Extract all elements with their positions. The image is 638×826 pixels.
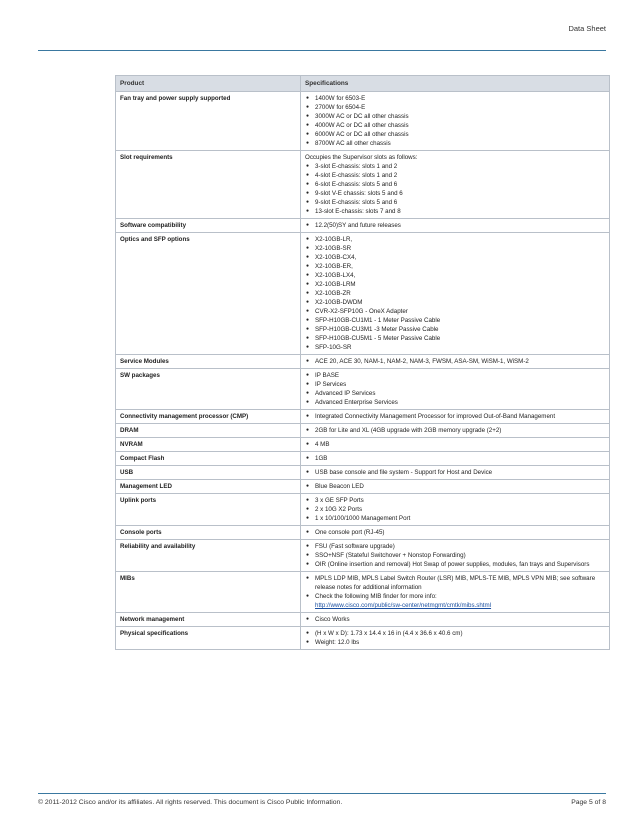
spec-item-text: X2-10GB-SR: [315, 245, 352, 252]
row-label: MIBs: [116, 572, 301, 613]
row-label: SW packages: [116, 369, 301, 410]
row-specifications: [301, 540, 610, 572]
spec-list: [305, 412, 605, 421]
spec-list: [305, 468, 605, 477]
spec-item-text: 4000W AC or DC all other chassis: [315, 122, 409, 129]
spec-item: [305, 514, 605, 523]
row-label: Fan tray and power supply supported: [116, 92, 301, 151]
spec-item-text: X2-10GB-ER,: [315, 263, 353, 270]
spec-item-text: 1GB: [315, 455, 328, 462]
spec-item: [305, 198, 605, 207]
spec-list: [305, 454, 605, 463]
table-row: [116, 452, 610, 466]
table-row: [116, 480, 610, 494]
spec-item-text: X2-10GB-CX4,: [315, 254, 357, 261]
spec-item-text: OIR (Online insertion and removal) Hot Swap of power supplies, modules, fan trays and Supervisors: [315, 561, 590, 568]
spec-item: [305, 629, 605, 638]
spec-list: [305, 371, 605, 407]
header-specifications: Specifications: [301, 76, 610, 92]
spec-item: [305, 482, 605, 491]
row-specifications: [301, 424, 610, 438]
row-specifications: [301, 219, 610, 233]
table-row: [116, 494, 610, 526]
spec-item-text: USB base console and file system - Support for Host and Device: [315, 469, 493, 476]
table-row: [116, 355, 610, 369]
spec-item: [305, 615, 605, 624]
spec-item: [305, 334, 605, 343]
spec-item: [305, 162, 605, 171]
spec-item: [305, 574, 605, 592]
spec-item-text: 1400W for 6503-E: [315, 95, 366, 102]
spec-item: [305, 454, 605, 463]
spec-item-text: Integrated Connectivity Management Processor for improved Out-of-Band Management: [315, 413, 556, 420]
spec-item: [305, 551, 605, 560]
spec-item: [305, 271, 605, 280]
table-row: [116, 438, 610, 452]
spec-item-text: 1 x 10/100/1000 Management Port: [315, 515, 411, 522]
spec-table-body: [116, 92, 610, 650]
spec-item-text: SSO+NSF (Stateful Switchover + Nonstop Forwarding): [315, 552, 466, 559]
spec-item: [305, 528, 605, 537]
spec-item-text: X2-10GB-LX4,: [315, 272, 356, 279]
row-label: NVRAM: [116, 438, 301, 452]
spec-item-text: Advanced Enterprise Services: [315, 399, 398, 406]
table-row: [116, 613, 610, 627]
spec-item: [305, 371, 605, 380]
spec-item: [305, 412, 605, 421]
row-label: Compact Flash: [116, 452, 301, 466]
spec-item: [305, 244, 605, 253]
spec-item-text: 9-slot V-E chassis: slots 5 and 6: [315, 190, 403, 197]
row-label: Physical specifications: [116, 627, 301, 650]
spec-list: [305, 94, 605, 148]
spec-list: [305, 542, 605, 569]
row-specifications: [301, 572, 610, 613]
row-label: DRAM: [116, 424, 301, 438]
spec-item-text: X2-10GB-ZR: [315, 290, 351, 297]
spec-item: [305, 638, 605, 647]
spec-item-text: 9-slot E-chassis: slots 5 and 6: [315, 199, 398, 206]
spec-item: [305, 357, 605, 366]
row-label: Optics and SFP options: [116, 233, 301, 355]
spec-item-text: FSU (Fast software upgrade): [315, 543, 395, 550]
spec-list: [305, 496, 605, 523]
row-specifications: [301, 92, 610, 151]
spec-item-text: IP BASE: [315, 372, 339, 379]
table-row: [116, 424, 610, 438]
spec-item: [305, 380, 605, 389]
table-row: [116, 466, 610, 480]
spec-item-text: Cisco Works: [315, 616, 350, 623]
row-specifications: [301, 452, 610, 466]
spec-table: [115, 75, 610, 650]
spec-item-text: 13-slot E-chassis: slots 7 and 8: [315, 208, 401, 215]
spec-item: [305, 592, 605, 610]
spec-item-text: X2-10GB-DWDM: [315, 299, 363, 306]
spec-list: [305, 162, 605, 216]
table-row: [116, 151, 610, 219]
row-specifications: [301, 494, 610, 526]
spec-item-text: 3-slot E-chassis: slots 1 and 2: [315, 163, 398, 170]
row-label: Software compatibility: [116, 219, 301, 233]
table-row: [116, 233, 610, 355]
row-specifications: [301, 613, 610, 627]
row-specifications: [301, 410, 610, 424]
spec-item: [305, 171, 605, 180]
table-row: [116, 410, 610, 424]
spec-item: [305, 496, 605, 505]
spec-item: [305, 235, 605, 244]
spec-item: [305, 560, 605, 569]
spec-list: [305, 482, 605, 491]
spec-list: [305, 235, 605, 352]
spec-item: [305, 542, 605, 551]
spec-item: [305, 325, 605, 334]
document-type-label: Data Sheet: [568, 24, 606, 33]
spec-item-text: MPLS LDP MIB, MPLS Label Switch Router (LSR) MIB, MPLS-TE MIB, MPLS VPN MIB; see software release notes for additional information: [315, 575, 596, 591]
row-specifications: [301, 438, 610, 452]
spec-item: [305, 121, 605, 130]
spec-item-text: 3 x GE SFP Ports: [315, 497, 364, 504]
spec-item: [305, 103, 605, 112]
row-label: USB: [116, 466, 301, 480]
spec-item-text: One console port (RJ-45): [315, 529, 385, 536]
table-header-row: [116, 76, 610, 92]
header-rule: [38, 50, 606, 51]
spec-list: [305, 528, 605, 537]
spec-list: [305, 426, 605, 435]
spec-item: [305, 189, 605, 198]
spec-item: [305, 221, 605, 230]
spec-item-text: SFP-10G-SR: [315, 344, 352, 351]
spec-item: [305, 262, 605, 271]
row-specifications: [301, 151, 610, 219]
spec-item: [305, 180, 605, 189]
row-specifications: [301, 627, 610, 650]
spec-item-text: 12.2(50)SY and future releases: [315, 222, 401, 229]
spec-list: [305, 574, 605, 610]
spec-item-text: Check the following MIB finder for more info:: [315, 593, 437, 600]
spec-item-text: ACE 20, ACE 30, NAM-1, NAM-2, NAM-3, FWSM, ASA-SM, WiSM-1, WiSM-2: [315, 358, 529, 365]
spec-item: [305, 307, 605, 316]
spec-item-text: 3000W AC or DC all other chassis: [315, 113, 409, 120]
spec-item-text: 6-slot E-chassis: slots 5 and 6: [315, 181, 398, 188]
spec-list: [305, 221, 605, 230]
spec-item: [305, 440, 605, 449]
spec-item: [305, 298, 605, 307]
spec-item-text: SFP-H10GB-CU1M1 - 1 Meter Passive Cable: [315, 317, 441, 324]
row-label: Connectivity management processor (CMP): [116, 410, 301, 424]
table-row: [116, 526, 610, 540]
spec-item-text: 2 x 10G X2 Ports: [315, 506, 363, 513]
row-specifications: [301, 480, 610, 494]
spec-item: [305, 253, 605, 262]
spec-item-text: SFP-H10GB-CU5M1 - 5 Meter Passive Cable: [315, 335, 441, 342]
spec-item: [305, 389, 605, 398]
mib-finder-link[interactable]: http://www.cisco.com/public/sw-center/netmgmt/cmtk/mibs.shtml: [315, 602, 492, 609]
row-specifications: [301, 355, 610, 369]
spec-item: [305, 468, 605, 477]
row-specifications: [301, 466, 610, 480]
spec-item: [305, 280, 605, 289]
spec-item: [305, 112, 605, 121]
row-label: Service Modules: [116, 355, 301, 369]
table-row: [116, 219, 610, 233]
spec-item-text: Advanced IP Services: [315, 390, 376, 397]
row-specifications: [301, 233, 610, 355]
spec-item: [305, 94, 605, 103]
footer-rule: [38, 793, 606, 794]
spec-item-text: Weight: 12.0 lbs: [315, 639, 360, 646]
spec-item: [305, 130, 605, 139]
table-row: [116, 572, 610, 613]
table-row: [116, 369, 610, 410]
spec-item-text: IP Services: [315, 381, 347, 388]
row-label: Management LED: [116, 480, 301, 494]
spec-item-text: 8700W AC all other chassis: [315, 140, 391, 147]
spec-item-text: X2-10GB-LRM: [315, 281, 356, 288]
row-specifications: [301, 369, 610, 410]
row-label: Console ports: [116, 526, 301, 540]
spec-list: [305, 629, 605, 647]
spec-item: [305, 139, 605, 148]
table-row: [116, 627, 610, 650]
row-label: Uplink ports: [116, 494, 301, 526]
spec-item-text: X2-10GB-LR,: [315, 236, 353, 243]
spec-item: [305, 505, 605, 514]
spec-list: [305, 615, 605, 624]
header-product: Product: [116, 76, 301, 92]
spec-list: [305, 357, 605, 366]
spec-item-text: 2GB for Lite and XL (4GB upgrade with 2GB memory upgrade (2+2): [315, 427, 502, 434]
footer-copyright: © 2011-2012 Cisco and/or its affiliates. All rights reserved. This document is Cisco Public Information.: [38, 799, 343, 806]
row-label: Network management: [116, 613, 301, 627]
row-specifications: [301, 526, 610, 540]
spec-intro: Occupies the Supervisor slots as follows:: [305, 154, 418, 161]
row-label: Slot requirements: [116, 151, 301, 219]
spec-list: [305, 440, 605, 449]
spec-item-text: 6000W AC or DC all other chassis: [315, 131, 409, 138]
spec-item-text: (H x W x D): 1.73 x 14.4 x 16 in (4.4 x 36.6 x 40.6 cm): [315, 630, 463, 637]
spec-item-text: Blue Beacon LED: [315, 483, 364, 490]
spec-item: [305, 426, 605, 435]
table-row: [116, 540, 610, 572]
spec-item: [305, 343, 605, 352]
spec-item: [305, 316, 605, 325]
row-label: Reliability and availability: [116, 540, 301, 572]
footer-page-number: Page 5 of 8: [571, 799, 606, 806]
spec-item-text: CVR-X2-SFP10G - OneX Adapter: [315, 308, 408, 315]
spec-item-text: 2700W for 6504-E: [315, 104, 366, 111]
spec-item: [305, 207, 605, 216]
spec-item-text: 4-slot E-chassis: slots 1 and 2: [315, 172, 398, 179]
spec-item-text: 4 MB: [315, 441, 330, 448]
spec-item: [305, 398, 605, 407]
table-row: [116, 92, 610, 151]
spec-item-text: SFP-H10GB-CU3M1 -3 Meter Passive Cable: [315, 326, 439, 333]
spec-item: [305, 289, 605, 298]
